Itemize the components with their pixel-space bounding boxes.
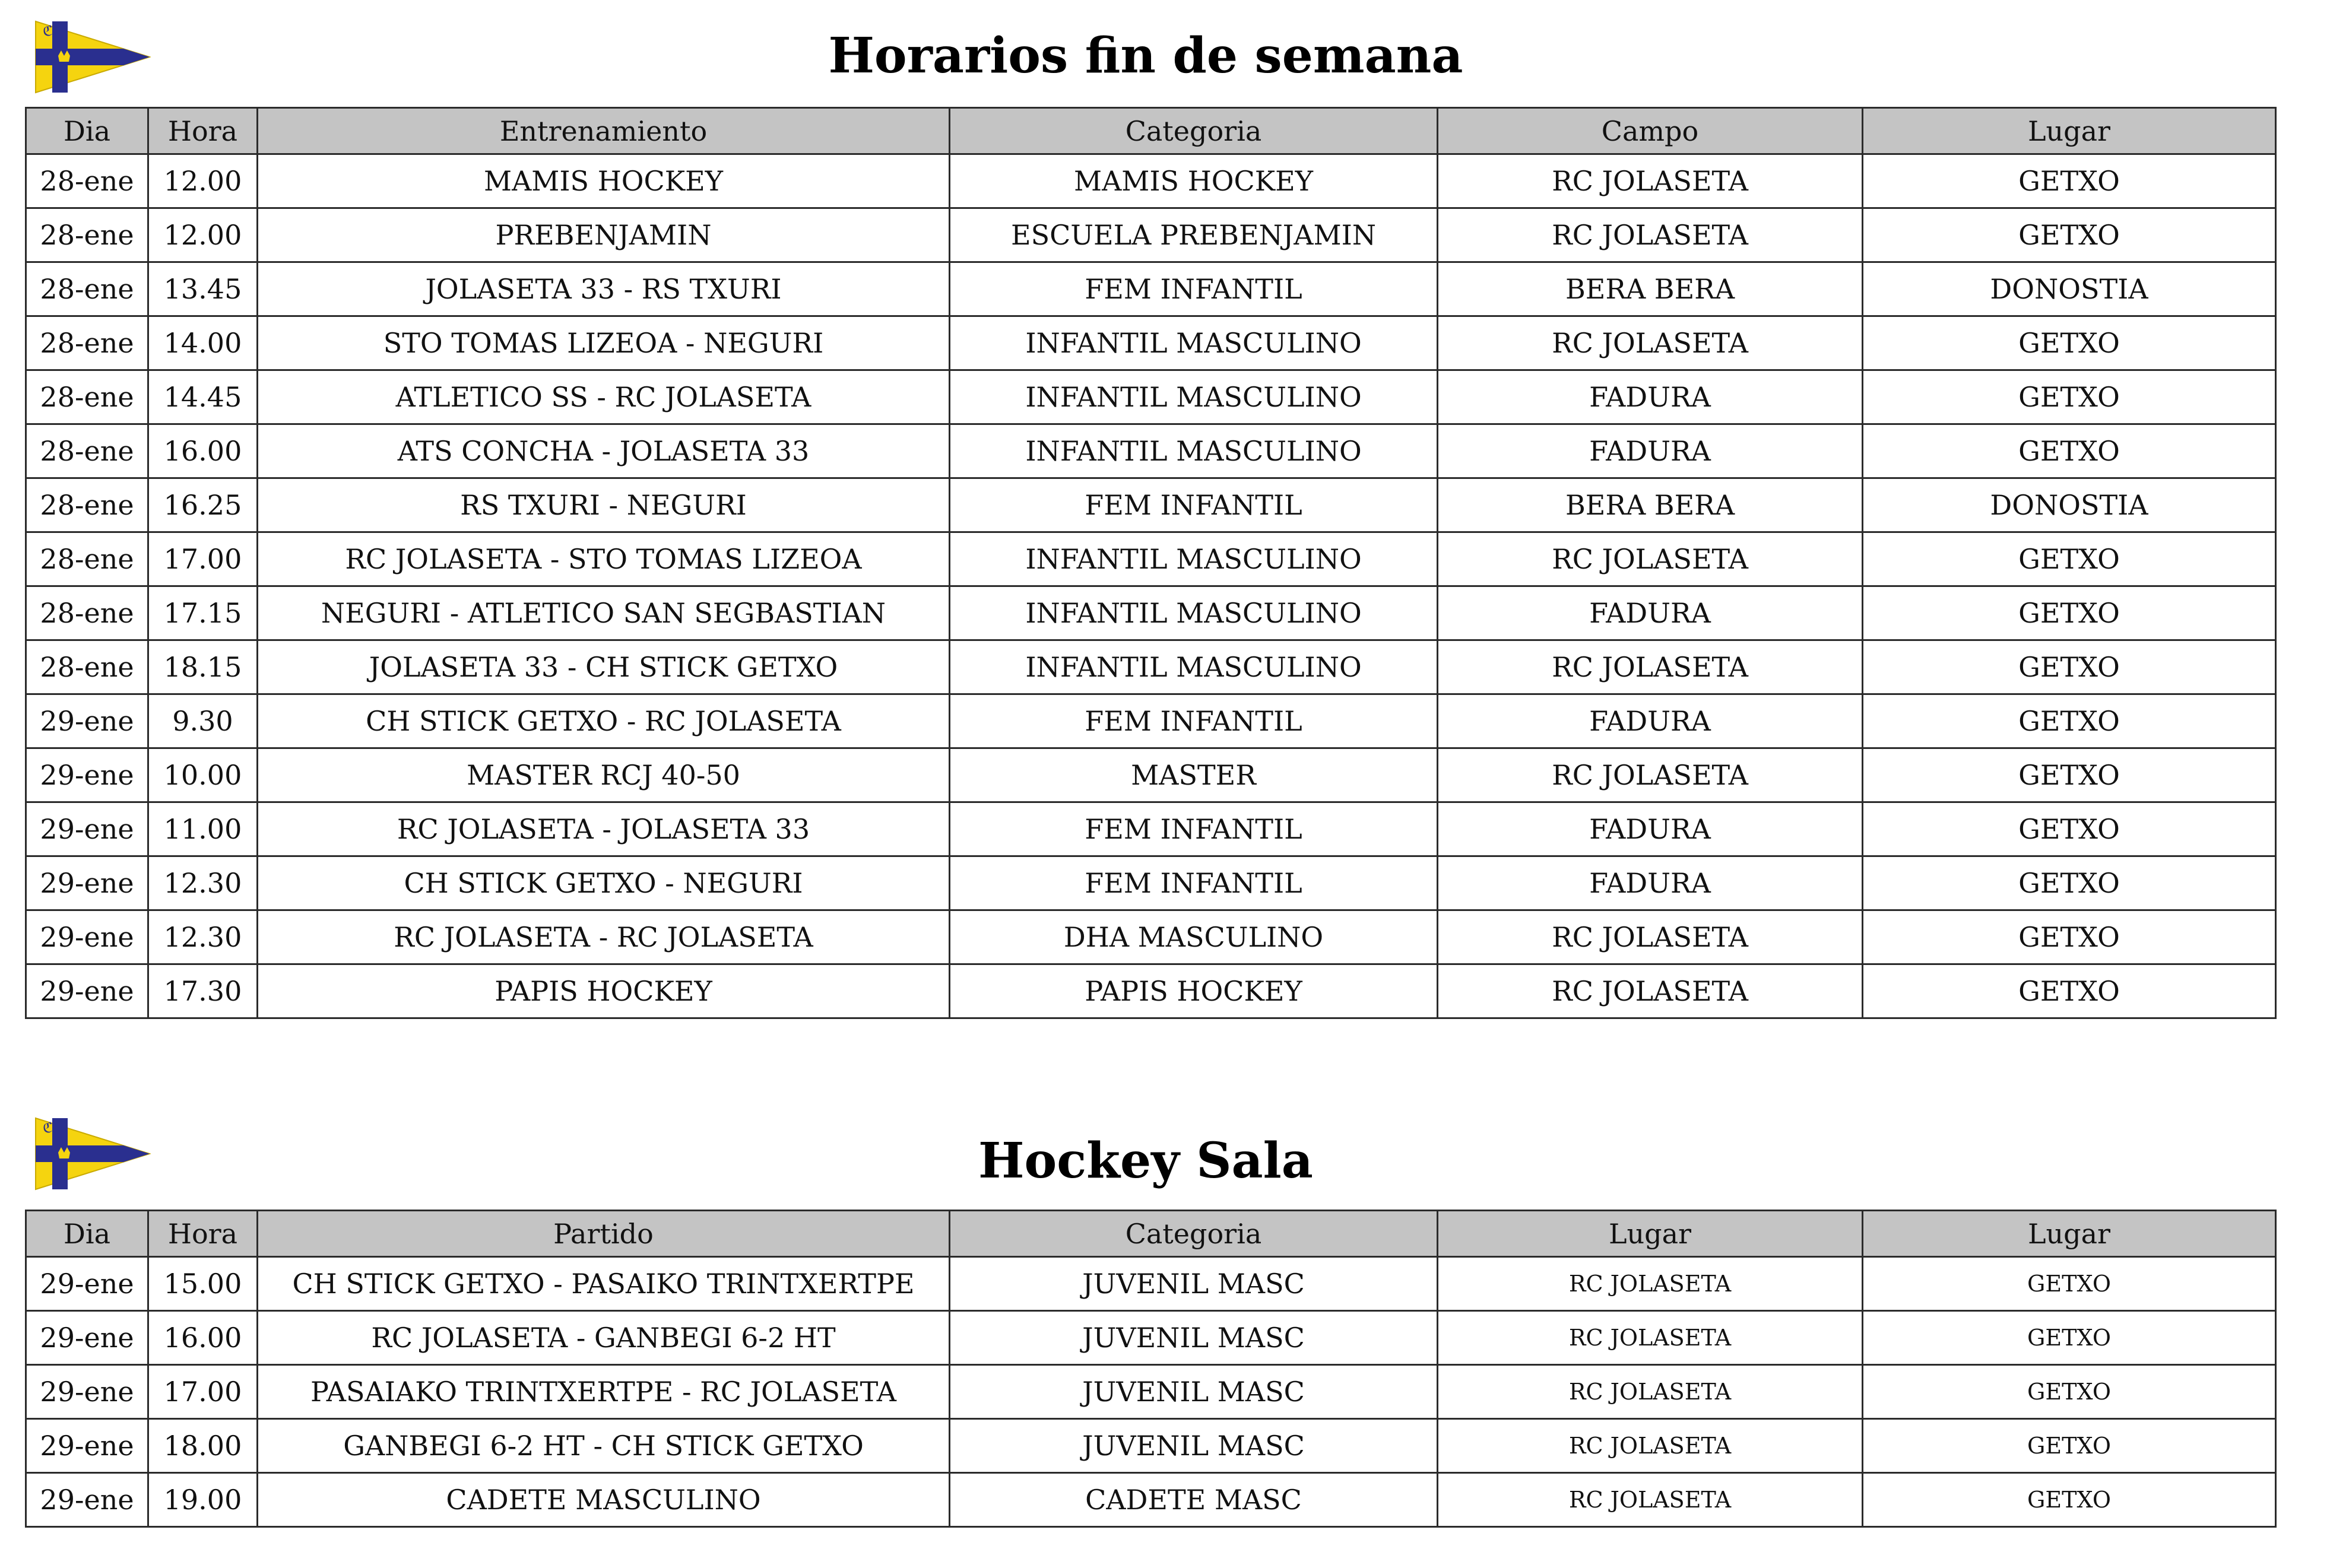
table-cell: INFANTIL MASCULINO — [950, 532, 1438, 586]
table-cell: 28-ene — [26, 370, 148, 424]
table-cell: FEM INFANTIL — [950, 262, 1438, 316]
table-cell: MASTER — [950, 748, 1438, 802]
table-cell: BERA BERA — [1438, 262, 1863, 316]
table-row — [26, 748, 2276, 802]
table-cell: 28-ene — [26, 532, 148, 586]
table-cell: FADURA — [1438, 856, 1863, 910]
column-header: Lugar — [1438, 1211, 1863, 1257]
table-cell: 12.00 — [148, 208, 258, 262]
table-cell: 29-ene — [26, 910, 148, 964]
table-cell: INFANTIL MASCULINO — [950, 316, 1438, 370]
table-cell: PREBENJAMIN — [258, 208, 950, 262]
table-cell: 17.00 — [148, 532, 258, 586]
table-cell: 28-ene — [26, 478, 148, 532]
column-header: Partido — [258, 1211, 950, 1257]
table-cell: CADETE MASC — [950, 1473, 1438, 1527]
table-cell: GETXO — [1863, 208, 2276, 262]
table-cell: 13.45 — [148, 262, 258, 316]
table-cell: RS TXURI - NEGURI — [258, 478, 950, 532]
table-cell: DONOSTIA — [1863, 478, 2276, 532]
table-cell: 28-ene — [26, 424, 148, 478]
column-header: Entrenamiento — [258, 108, 950, 154]
table-cell: RC JOLASETA - STO TOMAS LIZEOA — [258, 532, 950, 586]
table-cell: GETXO — [1863, 586, 2276, 640]
table-cell: FEM INFANTIL — [950, 694, 1438, 748]
table-cell: 15.00 — [148, 1257, 258, 1311]
table-cell: GETXO — [1863, 694, 2276, 748]
table-cell: GETXO — [1863, 370, 2276, 424]
table-cell: RC JOLASETA — [1438, 1365, 1863, 1419]
table-cell: FADURA — [1438, 424, 1863, 478]
table-cell: RC JOLASETA — [1438, 1419, 1863, 1473]
table-cell: RC JOLASETA - GANBEGI 6-2 HT — [258, 1311, 950, 1365]
column-header: Hora — [148, 1211, 258, 1257]
column-header: Hora — [148, 108, 258, 154]
table-cell: GETXO — [1863, 1419, 2276, 1473]
table-cell: 29-ene — [26, 748, 148, 802]
column-header: Categoria — [950, 1211, 1438, 1257]
table-cell: 14.45 — [148, 370, 258, 424]
table-cell: DHA MASCULINO — [950, 910, 1438, 964]
table-cell: JOLASETA 33 - CH STICK GETXO — [258, 640, 950, 694]
table-cell: INFANTIL MASCULINO — [950, 586, 1438, 640]
table-cell: JUVENIL MASC — [950, 1365, 1438, 1419]
table-row — [26, 1311, 2276, 1365]
table-cell: 29-ene — [26, 1311, 148, 1365]
table-cell: JUVENIL MASC — [950, 1419, 1438, 1473]
table-cell: GETXO — [1863, 1311, 2276, 1365]
table-cell: GETXO — [1863, 964, 2276, 1018]
column-header: Categoria — [950, 108, 1438, 154]
column-header: Lugar — [1863, 1211, 2276, 1257]
table-row — [26, 1365, 2276, 1419]
table-cell: CADETE MASCULINO — [258, 1473, 950, 1527]
header-row — [26, 1211, 2276, 1257]
table-row — [26, 316, 2276, 370]
table-cell: RC JOLASETA — [1438, 532, 1863, 586]
table-cell: 28-ene — [26, 262, 148, 316]
table-cell: FADURA — [1438, 586, 1863, 640]
column-header: Lugar — [1863, 108, 2276, 154]
table-cell: 12.00 — [148, 154, 258, 208]
svg-text:ℭ: ℭ — [43, 23, 53, 39]
table-cell: INFANTIL MASCULINO — [950, 640, 1438, 694]
table-cell: FADURA — [1438, 370, 1863, 424]
table-cell: PASAIAKO TRINTXERTPE - RC JOLASETA — [258, 1365, 950, 1419]
hockey-sala-table — [25, 1210, 2277, 1528]
table-cell: RC JOLASETA — [1438, 964, 1863, 1018]
table-cell: RC JOLASETA - RC JOLASETA — [258, 910, 950, 964]
table-cell: BERA BERA — [1438, 478, 1863, 532]
page-title: Horarios fin de semana — [828, 27, 1463, 84]
weekend-schedule-table — [25, 107, 2277, 1019]
table-row — [26, 586, 2276, 640]
table-cell: JUVENIL MASC — [950, 1257, 1438, 1311]
table-row — [26, 1473, 2276, 1527]
table-cell: MASTER RCJ 40-50 — [258, 748, 950, 802]
table-cell: DONOSTIA — [1863, 262, 2276, 316]
table-row — [26, 424, 2276, 478]
table-cell: PAPIS HOCKEY — [950, 964, 1438, 1018]
table-cell: 19.00 — [148, 1473, 258, 1527]
table-cell: RC JOLASETA — [1438, 910, 1863, 964]
section-title: Hockey Sala — [978, 1132, 1313, 1189]
table-cell: CH STICK GETXO - RC JOLASETA — [258, 694, 950, 748]
table-cell: RC JOLASETA — [1438, 1311, 1863, 1365]
table-row — [26, 964, 2276, 1018]
table-cell: GETXO — [1863, 910, 2276, 964]
table-cell: 17.30 — [148, 964, 258, 1018]
table-cell: 28-ene — [26, 154, 148, 208]
table-cell: 28-ene — [26, 640, 148, 694]
table-cell: STO TOMAS LIZEOA - NEGURI — [258, 316, 950, 370]
table-cell: 17.00 — [148, 1365, 258, 1419]
table-cell: RC JOLASETA — [1438, 208, 1863, 262]
table-cell: 16.00 — [148, 424, 258, 478]
table-cell: RC JOLASETA — [1438, 640, 1863, 694]
table-cell: 18.00 — [148, 1419, 258, 1473]
table-cell: ESCUELA PREBENJAMIN — [950, 208, 1438, 262]
table-cell: CH STICK GETXO - PASAIKO TRINTXERTPE — [258, 1257, 950, 1311]
table-cell: FADURA — [1438, 802, 1863, 856]
table-row — [26, 262, 2276, 316]
table-cell: GANBEGI 6-2 HT - CH STICK GETXO — [258, 1419, 950, 1473]
table-row — [26, 856, 2276, 910]
table-cell: 12.30 — [148, 856, 258, 910]
table-cell: GETXO — [1863, 316, 2276, 370]
table-cell: RC JOLASETA — [1438, 1257, 1863, 1311]
table-cell: 29-ene — [26, 1419, 148, 1473]
table-row — [26, 694, 2276, 748]
table-cell: 28-ene — [26, 586, 148, 640]
column-header: Campo — [1438, 108, 1863, 154]
table-cell: GETXO — [1863, 1365, 2276, 1419]
table-row — [26, 154, 2276, 208]
table-cell: 9.30 — [148, 694, 258, 748]
table-cell: 29-ene — [26, 694, 148, 748]
table-cell: 11.00 — [148, 802, 258, 856]
table-cell: FEM INFANTIL — [950, 856, 1438, 910]
table-row — [26, 208, 2276, 262]
table-row — [26, 640, 2276, 694]
table-cell: NEGURI - ATLETICO SAN SEGBASTIAN — [258, 586, 950, 640]
table-cell: 29-ene — [26, 1473, 148, 1527]
table-cell: 12.30 — [148, 910, 258, 964]
table-cell: 10.00 — [148, 748, 258, 802]
table-cell: 16.00 — [148, 1311, 258, 1365]
table-cell: 29-ene — [26, 802, 148, 856]
table-row — [26, 478, 2276, 532]
table-cell: FADURA — [1438, 694, 1863, 748]
table-cell: INFANTIL MASCULINO — [950, 424, 1438, 478]
table-cell: GETXO — [1863, 1473, 2276, 1527]
table-cell: 28-ene — [26, 316, 148, 370]
column-header: Dia — [26, 108, 148, 154]
table-cell: 17.15 — [148, 586, 258, 640]
table-cell: INFANTIL MASCULINO — [950, 370, 1438, 424]
table-cell: 29-ene — [26, 964, 148, 1018]
table-cell: FEM INFANTIL — [950, 478, 1438, 532]
table-cell: JUVENIL MASC — [950, 1311, 1438, 1365]
table-cell: MAMIS HOCKEY — [258, 154, 950, 208]
table-row — [26, 1257, 2276, 1311]
header-row — [26, 108, 2276, 154]
table-cell: PAPIS HOCKEY — [258, 964, 950, 1018]
table-cell: FEM INFANTIL — [950, 802, 1438, 856]
table-cell: GETXO — [1863, 748, 2276, 802]
table-cell: GETXO — [1863, 424, 2276, 478]
column-header: Dia — [26, 1211, 148, 1257]
table-cell: 29-ene — [26, 1365, 148, 1419]
table-cell: GETXO — [1863, 532, 2276, 586]
table-cell: RC JOLASETA — [1438, 748, 1863, 802]
table-row — [26, 532, 2276, 586]
table-cell: GETXO — [1863, 1257, 2276, 1311]
table-cell: MAMIS HOCKEY — [950, 154, 1438, 208]
table-row — [26, 802, 2276, 856]
table-row — [26, 910, 2276, 964]
table-cell: ATLETICO SS - RC JOLASETA — [258, 370, 950, 424]
table-cell: RC JOLASETA — [1438, 1473, 1863, 1527]
table-cell: GETXO — [1863, 856, 2276, 910]
table-cell: 16.25 — [148, 478, 258, 532]
table-cell: 28-ene — [26, 208, 148, 262]
table-cell: RC JOLASETA — [1438, 154, 1863, 208]
table-row — [26, 370, 2276, 424]
table-cell: RC JOLASETA — [1438, 316, 1863, 370]
table-cell: RC JOLASETA - JOLASETA 33 — [258, 802, 950, 856]
table-cell: 14.00 — [148, 316, 258, 370]
table-cell: 29-ene — [26, 1257, 148, 1311]
table-cell: CH STICK GETXO - NEGURI — [258, 856, 950, 910]
svg-text:ℭ: ℭ — [43, 1119, 53, 1136]
table-cell: GETXO — [1863, 640, 2276, 694]
table-cell: 29-ene — [26, 856, 148, 910]
table-row — [26, 1419, 2276, 1473]
table-cell: JOLASETA 33 - RS TXURI — [258, 262, 950, 316]
table-cell: GETXO — [1863, 154, 2276, 208]
table-cell: GETXO — [1863, 802, 2276, 856]
table-cell: ATS CONCHA - JOLASETA 33 — [258, 424, 950, 478]
table-cell: 18.15 — [148, 640, 258, 694]
